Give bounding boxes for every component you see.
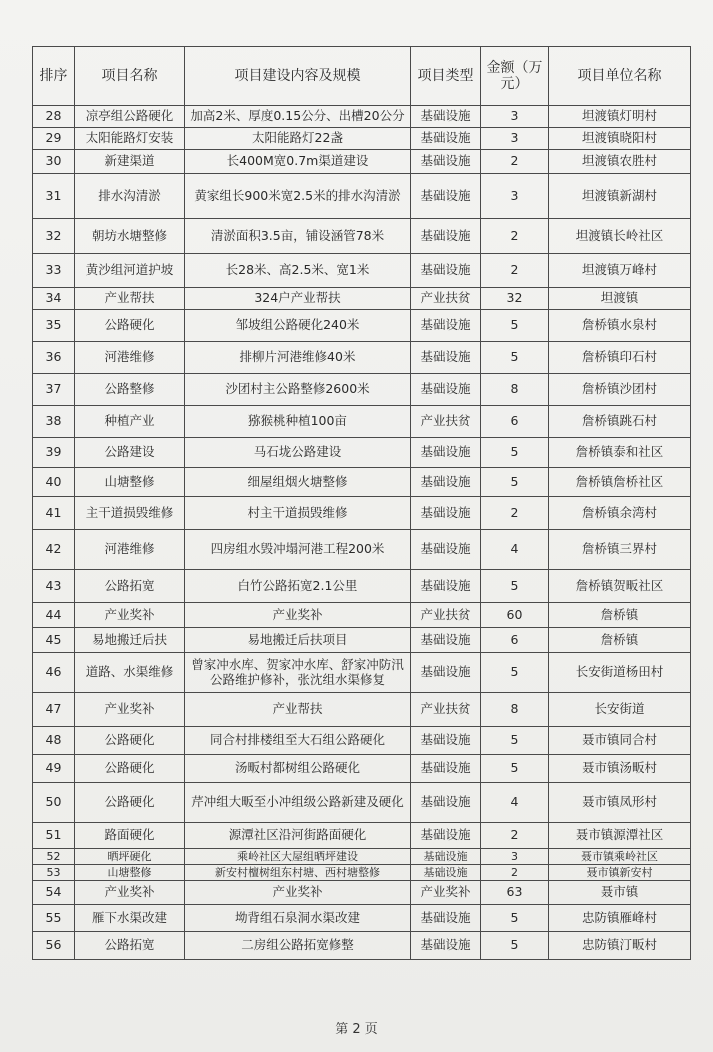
project-unit-cell: 聂市镇新安村 — [549, 865, 691, 881]
row-number-cell: 36 — [33, 342, 75, 374]
project-unit-cell: 聂市镇源潭社区 — [549, 823, 691, 849]
project-unit-cell: 聂市镇凤形村 — [549, 783, 691, 823]
row-number-cell: 51 — [33, 823, 75, 849]
project-content-cell: 产业奖补 — [185, 881, 411, 905]
row-number-cell: 54 — [33, 881, 75, 905]
project-name-cell: 公路拓宽 — [75, 570, 185, 603]
table-row — [33, 603, 691, 628]
amount-cell: 2 — [481, 497, 549, 530]
amount-cell: 6 — [481, 628, 549, 653]
project-content-cell: 坳背组石泉洞水渠改建 — [185, 905, 411, 932]
project-name-cell: 公路硬化 — [75, 783, 185, 823]
amount-cell: 2 — [481, 823, 549, 849]
project-name-cell: 太阳能路灯安装 — [75, 128, 185, 150]
amount-cell: 2 — [481, 219, 549, 254]
project-unit-cell: 忠防镇汀畈村 — [549, 932, 691, 960]
table-row — [33, 497, 691, 530]
project-unit-cell: 詹桥镇印石村 — [549, 342, 691, 374]
table-row — [33, 530, 691, 570]
project-unit-cell: 詹桥镇詹桥社区 — [549, 468, 691, 497]
amount-cell: 2 — [481, 150, 549, 174]
project-content-cell: 太阳能路灯22盏 — [185, 128, 411, 150]
table-row — [33, 570, 691, 603]
table-row — [33, 693, 691, 727]
project-name-cell: 产业帮扶 — [75, 288, 185, 310]
table-row — [33, 783, 691, 823]
project-name-cell: 公路硬化 — [75, 310, 185, 342]
project-type-cell: 基础设施 — [411, 438, 481, 468]
row-number-cell: 35 — [33, 310, 75, 342]
table-row — [33, 468, 691, 497]
table-row — [33, 823, 691, 849]
project-unit-cell: 詹桥镇泰和社区 — [549, 438, 691, 468]
project-name-cell: 河港维修 — [75, 342, 185, 374]
project-name-cell: 山塘整修 — [75, 865, 185, 881]
row-number-cell: 50 — [33, 783, 75, 823]
project-content-cell: 二房组公路拓宽修整 — [185, 932, 411, 960]
amount-cell: 3 — [481, 174, 549, 219]
project-name-cell: 黄沙组河道护坡 — [75, 254, 185, 288]
amount-cell: 60 — [481, 603, 549, 628]
project-unit-cell: 坦渡镇农胜村 — [549, 150, 691, 174]
project-content-cell: 黄家组长900米宽2.5米的排水沟清淤 — [185, 174, 411, 219]
table-body — [33, 106, 691, 960]
project-type-cell: 基础设施 — [411, 374, 481, 406]
project-content-cell: 加高2米、厚度0.15公分、出槽20公分 — [185, 106, 411, 128]
project-name-cell: 主干道损毁维修 — [75, 497, 185, 530]
project-content-cell: 汤畈村都树组公路硬化 — [185, 755, 411, 783]
project-unit-cell: 詹桥镇跳石村 — [549, 406, 691, 438]
project-name-cell: 产业奖补 — [75, 603, 185, 628]
project-type-cell: 基础设施 — [411, 849, 481, 865]
project-type-cell: 基础设施 — [411, 823, 481, 849]
project-content-cell: 芹冲组大畈至小冲组级公路新建及硬化 — [185, 783, 411, 823]
project-type-cell: 基础设施 — [411, 254, 481, 288]
amount-cell: 3 — [481, 849, 549, 865]
project-name-cell: 种植产业 — [75, 406, 185, 438]
project-type-cell: 产业扶贫 — [411, 288, 481, 310]
row-number-cell: 37 — [33, 374, 75, 406]
project-type-cell: 基础设施 — [411, 106, 481, 128]
project-name-cell: 排水沟清淤 — [75, 174, 185, 219]
table-row — [33, 288, 691, 310]
project-content-cell: 产业奖补 — [185, 603, 411, 628]
project-name-cell: 路面硬化 — [75, 823, 185, 849]
project-name-cell: 公路硬化 — [75, 727, 185, 755]
amount-cell: 5 — [481, 727, 549, 755]
amount-cell: 5 — [481, 342, 549, 374]
project-name-cell: 公路硬化 — [75, 755, 185, 783]
row-number-cell: 49 — [33, 755, 75, 783]
project-content-cell: 产业帮扶 — [185, 693, 411, 727]
amount-cell: 5 — [481, 905, 549, 932]
project-content-cell: 324户产业帮扶 — [185, 288, 411, 310]
row-number-cell: 53 — [33, 865, 75, 881]
row-number-cell: 33 — [33, 254, 75, 288]
table-row — [33, 653, 691, 693]
amount-cell: 5 — [481, 755, 549, 783]
header-cell: 项目名称 — [75, 47, 185, 106]
project-type-cell: 基础设施 — [411, 219, 481, 254]
project-content-cell: 细屋组烟火塘整修 — [185, 468, 411, 497]
row-number-cell: 34 — [33, 288, 75, 310]
project-type-cell: 基础设施 — [411, 174, 481, 219]
table-row — [33, 342, 691, 374]
project-name-cell: 山塘整修 — [75, 468, 185, 497]
project-type-cell: 基础设施 — [411, 865, 481, 881]
project-type-cell: 基础设施 — [411, 497, 481, 530]
project-type-cell: 基础设施 — [411, 342, 481, 374]
row-number-cell: 56 — [33, 932, 75, 960]
row-number-cell: 30 — [33, 150, 75, 174]
project-name-cell: 易地搬迁后扶 — [75, 628, 185, 653]
row-number-cell: 32 — [33, 219, 75, 254]
project-content-cell: 清淤面积3.5亩，铺设涵管78米 — [185, 219, 411, 254]
project-type-cell: 基础设施 — [411, 128, 481, 150]
row-number-cell: 46 — [33, 653, 75, 693]
row-number-cell: 29 — [33, 128, 75, 150]
project-type-cell: 产业扶贫 — [411, 693, 481, 727]
amount-cell: 5 — [481, 570, 549, 603]
project-content-cell: 曾家冲水库、贺家冲水库、舒家冲防汛公路维护修补，张沈组水渠修复 — [185, 653, 411, 693]
project-name-cell: 公路建设 — [75, 438, 185, 468]
project-unit-cell: 坦渡镇新湖村 — [549, 174, 691, 219]
project-content-cell: 同合村排楼组至大石组公路硬化 — [185, 727, 411, 755]
project-content-cell: 邹坡组公路硬化240米 — [185, 310, 411, 342]
table-row — [33, 406, 691, 438]
project-unit-cell: 长安街道 — [549, 693, 691, 727]
project-name-cell: 公路整修 — [75, 374, 185, 406]
project-content-cell: 乘岭社区大屋组晒坪建设 — [185, 849, 411, 865]
project-type-cell: 基础设施 — [411, 932, 481, 960]
amount-cell: 4 — [481, 530, 549, 570]
project-content-cell: 沙团村主公路整修2600米 — [185, 374, 411, 406]
table-row — [33, 438, 691, 468]
project-type-cell: 基础设施 — [411, 783, 481, 823]
row-number-cell: 41 — [33, 497, 75, 530]
project-name-cell: 道路、水渠维修 — [75, 653, 185, 693]
amount-cell: 5 — [481, 468, 549, 497]
table-row — [33, 905, 691, 932]
project-name-cell: 产业奖补 — [75, 881, 185, 905]
row-number-cell: 31 — [33, 174, 75, 219]
table-row — [33, 174, 691, 219]
project-content-cell: 长28米、高2.5米、宽1米 — [185, 254, 411, 288]
project-content-cell: 四房组水毁冲塌河港工程200米 — [185, 530, 411, 570]
project-content-cell: 村主干道损毁维修 — [185, 497, 411, 530]
project-unit-cell: 坦渡镇晓阳村 — [549, 128, 691, 150]
project-type-cell: 基础设施 — [411, 727, 481, 755]
row-number-cell: 44 — [33, 603, 75, 628]
project-name-cell: 新建渠道 — [75, 150, 185, 174]
project-unit-cell: 忠防镇雁峰村 — [549, 905, 691, 932]
project-type-cell: 基础设施 — [411, 905, 481, 932]
table-row — [33, 755, 691, 783]
project-unit-cell: 聂市镇汤畈村 — [549, 755, 691, 783]
amount-cell: 32 — [481, 288, 549, 310]
row-number-cell: 40 — [33, 468, 75, 497]
project-unit-cell: 坦渡镇万峰村 — [549, 254, 691, 288]
table-row — [33, 628, 691, 653]
project-unit-cell: 詹桥镇沙团村 — [549, 374, 691, 406]
project-unit-cell: 坦渡镇长岭社区 — [549, 219, 691, 254]
project-unit-cell: 詹桥镇三界村 — [549, 530, 691, 570]
project-name-cell: 凉亭组公路硬化 — [75, 106, 185, 128]
row-number-cell: 43 — [33, 570, 75, 603]
project-unit-cell: 詹桥镇余湾村 — [549, 497, 691, 530]
project-name-cell: 雁下水渠改建 — [75, 905, 185, 932]
project-type-cell: 基础设施 — [411, 310, 481, 342]
row-number-cell: 38 — [33, 406, 75, 438]
amount-cell: 3 — [481, 106, 549, 128]
amount-cell: 63 — [481, 881, 549, 905]
project-content-cell: 易地搬迁后扶项目 — [185, 628, 411, 653]
project-content-cell: 马石垅公路建设 — [185, 438, 411, 468]
amount-cell: 5 — [481, 932, 549, 960]
project-unit-cell: 聂市镇 — [549, 881, 691, 905]
project-type-cell: 基础设施 — [411, 755, 481, 783]
amount-cell: 2 — [481, 254, 549, 288]
project-unit-cell: 长安街道杨田村 — [549, 653, 691, 693]
page-number: 第 2 页 — [335, 1022, 378, 1037]
header-cell: 项目类型 — [411, 47, 481, 106]
header-cell: 项目建设内容及规模 — [185, 47, 411, 106]
amount-cell: 8 — [481, 693, 549, 727]
table-row — [33, 219, 691, 254]
table-row — [33, 128, 691, 150]
project-type-cell: 基础设施 — [411, 150, 481, 174]
amount-cell: 5 — [481, 653, 549, 693]
project-name-cell: 公路拓宽 — [75, 932, 185, 960]
project-name-cell: 河港维修 — [75, 530, 185, 570]
table-row — [33, 374, 691, 406]
table-row — [33, 106, 691, 128]
project-type-cell: 基础设施 — [411, 468, 481, 497]
project-type-cell: 基础设施 — [411, 653, 481, 693]
table-row — [33, 254, 691, 288]
project-type-cell: 产业奖补 — [411, 881, 481, 905]
row-number-cell: 52 — [33, 849, 75, 865]
project-unit-cell: 詹桥镇贺畈社区 — [549, 570, 691, 603]
project-content-cell: 长400M宽0.7m渠道建设 — [185, 150, 411, 174]
project-type-cell: 产业扶贫 — [411, 603, 481, 628]
project-name-cell: 朝坊水塘整修 — [75, 219, 185, 254]
amount-cell: 3 — [481, 128, 549, 150]
project-content-cell: 源潭社区沿河街路面硬化 — [185, 823, 411, 849]
project-name-cell: 晒坪硬化 — [75, 849, 185, 865]
table-header-row — [33, 47, 691, 106]
project-unit-cell: 聂市镇同合村 — [549, 727, 691, 755]
row-number-cell: 42 — [33, 530, 75, 570]
amount-cell: 8 — [481, 374, 549, 406]
project-type-cell: 基础设施 — [411, 530, 481, 570]
project-unit-cell: 詹桥镇 — [549, 628, 691, 653]
amount-cell: 2 — [481, 865, 549, 881]
row-number-cell: 47 — [33, 693, 75, 727]
amount-cell: 5 — [481, 310, 549, 342]
header-cell: 项目单位名称 — [549, 47, 691, 106]
table-row — [33, 932, 691, 960]
project-name-cell: 产业奖补 — [75, 693, 185, 727]
amount-cell: 6 — [481, 406, 549, 438]
row-number-cell: 55 — [33, 905, 75, 932]
row-number-cell: 48 — [33, 727, 75, 755]
table-row — [33, 849, 691, 865]
project-type-cell: 基础设施 — [411, 570, 481, 603]
header-cell: 排序 — [33, 47, 75, 106]
project-unit-cell: 坦渡镇 — [549, 288, 691, 310]
project-type-cell: 产业扶贫 — [411, 406, 481, 438]
project-type-cell: 基础设施 — [411, 628, 481, 653]
project-unit-cell: 坦渡镇灯明村 — [549, 106, 691, 128]
project-unit-cell: 詹桥镇 — [549, 603, 691, 628]
project-content-cell: 排柳片河港维修40米 — [185, 342, 411, 374]
row-number-cell: 45 — [33, 628, 75, 653]
amount-cell: 5 — [481, 438, 549, 468]
row-number-cell: 39 — [33, 438, 75, 468]
project-unit-cell: 聂市镇乘岭社区 — [549, 849, 691, 865]
table-row — [33, 881, 691, 905]
project-content-cell: 白竹公路拓宽2.1公里 — [185, 570, 411, 603]
row-number-cell: 28 — [33, 106, 75, 128]
header-cell: 金额（万元） — [481, 47, 549, 106]
table-row — [33, 150, 691, 174]
amount-cell: 4 — [481, 783, 549, 823]
project-content-cell: 猕猴桃种植100亩 — [185, 406, 411, 438]
table-row — [33, 865, 691, 881]
project-unit-cell: 詹桥镇水泉村 — [549, 310, 691, 342]
project-table — [32, 46, 691, 960]
table-row — [33, 310, 691, 342]
project-content-cell: 新安村檀树组东村塘、西村塘整修 — [185, 865, 411, 881]
table-row — [33, 727, 691, 755]
